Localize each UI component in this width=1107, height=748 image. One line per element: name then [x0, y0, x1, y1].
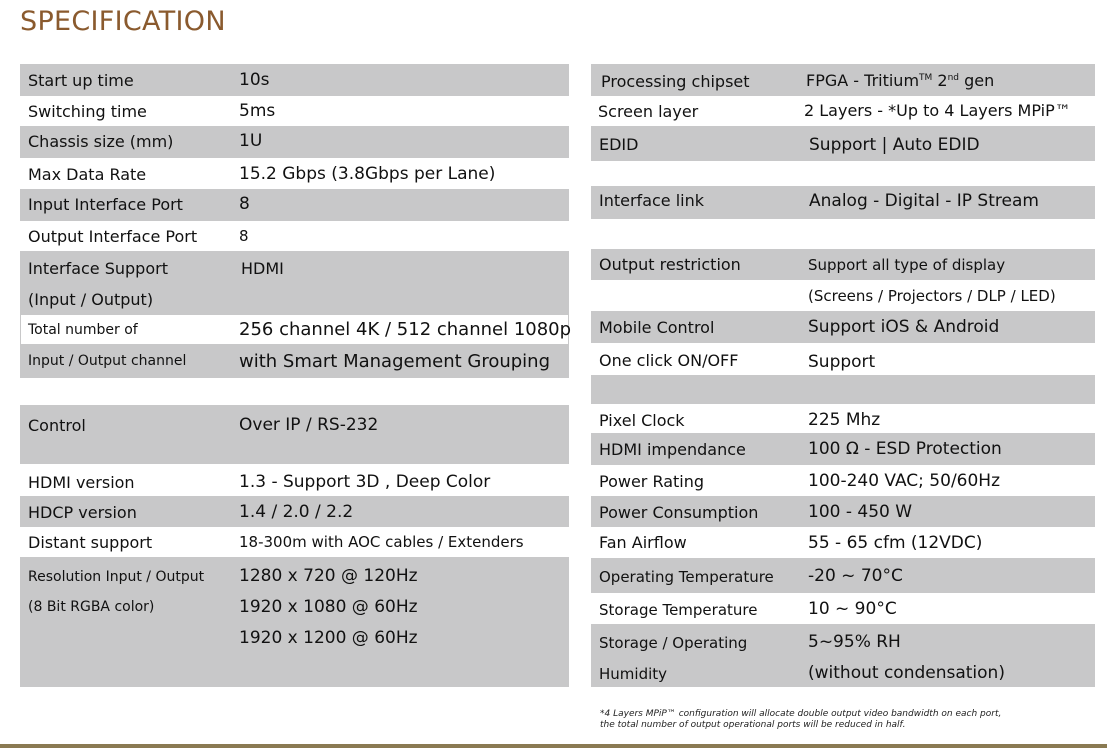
spec-key: EDID	[599, 135, 639, 154]
spec-row	[591, 280, 1095, 311]
spec-key: Chassis size (mm)	[28, 132, 174, 151]
spec-value: 225 Mhz	[808, 410, 881, 430]
spec-key: Mobile Control	[599, 318, 715, 337]
footnote-line: the total number of output operational ports will be reduced in half.	[600, 720, 906, 730]
spec-row	[591, 311, 1095, 343]
spec-row	[20, 464, 569, 496]
spec-key: Operating Temperature	[599, 568, 774, 586]
spec-value: Support | Auto EDID	[809, 135, 980, 155]
spec-value: 100 - 450 W	[808, 502, 913, 522]
spec-row	[591, 343, 1095, 375]
spec-value: 1920 x 1200 @ 60Hz	[239, 628, 418, 648]
spec-key: Resolution Input / Output	[28, 569, 205, 585]
spec-value: 100 Ω - ESD Protection	[808, 439, 1002, 459]
spec-spacer	[591, 219, 1095, 249]
spec-row	[591, 527, 1095, 558]
spec-row	[20, 126, 569, 158]
spec-row	[20, 189, 569, 221]
spec-value: 256 channel 4K / 512 channel 1080p	[239, 319, 572, 340]
spec-value: Analog - Digital - IP Stream	[809, 191, 1039, 211]
spec-row	[20, 405, 569, 464]
spec-value: 55 - 65 cfm (12VDC)	[808, 533, 983, 553]
spec-row	[20, 221, 569, 251]
spec-key: Fan Airflow	[599, 533, 687, 552]
spec-key: Start up time	[28, 71, 134, 90]
spec-value: 5ms	[239, 101, 276, 121]
spec-key: Output Interface Port	[28, 227, 198, 246]
spec-row	[591, 249, 1095, 280]
spec-key: Input / Output channel	[28, 353, 187, 369]
spec-key: Distant support	[28, 533, 153, 552]
spec-key: Pixel Clock	[599, 411, 685, 430]
left-spec-table	[20, 64, 572, 687]
spec-row	[591, 496, 1095, 527]
spec-row	[20, 345, 569, 378]
spec-value: 1920 x 1080 @ 60Hz	[239, 597, 418, 617]
spec-row	[591, 465, 1095, 496]
spec-value: 10 ~ 90°C	[808, 599, 897, 619]
spec-key: HDMI version	[28, 473, 135, 492]
spec-key-line2: (8 Bit RGBA color)	[28, 599, 155, 615]
spec-value-line2: (Screens / Projectors / DLP / LED)	[808, 287, 1056, 305]
spec-row	[591, 186, 1095, 219]
spec-row	[20, 251, 569, 314]
spec-row	[591, 558, 1095, 593]
spec-row	[591, 433, 1095, 465]
spec-value: 100-240 VAC; 50/60Hz	[808, 471, 1001, 491]
spec-key: Screen layer	[598, 102, 699, 121]
page-title: SPECIFICATION	[20, 6, 226, 37]
spec-value: Support	[808, 352, 876, 372]
spec-spacer	[591, 161, 1095, 186]
spec-key: Interface Support	[28, 259, 168, 278]
spec-value: 2 Layers - *Up to 4 Layers MPiP™	[804, 101, 1071, 120]
spec-value: 1280 x 720 @ 120Hz	[239, 566, 418, 586]
spec-value-line2: (without condensation)	[808, 663, 1005, 683]
bottom-divider	[0, 744, 1107, 748]
spec-key: Storage / Operating	[599, 634, 748, 652]
spec-key: One click ON/OFF	[599, 351, 739, 370]
spec-value: 5~95% RH	[808, 632, 901, 652]
spec-value: HDMI	[241, 259, 284, 278]
spec-spacer	[20, 378, 569, 405]
spec-value: 18-300m with AOC cables / Extenders	[239, 533, 524, 551]
spec-value: FPGA - Tritium™ 2nd gen	[806, 71, 995, 90]
spec-key: Control	[28, 416, 86, 435]
spec-value: 15.2 Gbps (3.8Gbps per Lane)	[239, 164, 496, 184]
spec-value: 1.3 - Support 3D , Deep Color	[239, 472, 491, 492]
spec-value: Over IP / RS-232	[239, 415, 379, 435]
spec-key: Max Data Rate	[28, 165, 147, 184]
spec-value: Support iOS & Android	[808, 317, 1000, 337]
spec-value: Support all type of display	[808, 256, 1006, 274]
spec-key-line2: Humidity	[599, 665, 668, 683]
spec-value: 8	[239, 227, 249, 245]
spec-value: 1U	[239, 131, 263, 151]
spec-key: Total number of	[28, 322, 138, 338]
spec-row	[591, 126, 1095, 161]
spec-row	[20, 496, 569, 527]
spec-value: 8	[239, 194, 250, 214]
spec-key: HDMI impendance	[599, 440, 746, 459]
spec-row	[591, 593, 1095, 624]
right-spec-table	[591, 64, 1095, 687]
spec-key: Output restriction	[599, 255, 741, 274]
spec-key: HDCP version	[28, 503, 137, 522]
spec-row	[20, 64, 569, 96]
spec-key: Switching time	[28, 102, 147, 121]
spec-value: 1.4 / 2.0 / 2.2	[239, 502, 354, 522]
spec-key: Interface link	[599, 191, 705, 210]
footnote-line: *4 Layers MPiP™ configuration will allocate double output video bandwidth on each port,	[600, 709, 1002, 719]
spec-key-line2: (Input / Output)	[28, 290, 154, 309]
spec-row	[20, 96, 569, 126]
spec-spacer	[591, 375, 1095, 404]
spec-key: Processing chipset	[601, 72, 750, 91]
spec-row	[20, 158, 569, 189]
spec-row	[20, 314, 572, 345]
spec-row	[20, 557, 569, 687]
spec-value: -20 ~ 70°C	[808, 566, 903, 586]
spec-key: Storage Temperature	[599, 601, 758, 619]
spec-row	[591, 404, 1095, 433]
spec-row	[591, 624, 1095, 687]
footnote	[600, 709, 1001, 731]
spec-row	[591, 96, 1095, 126]
spec-row	[20, 527, 569, 557]
spec-value: with Smart Management Grouping	[239, 351, 551, 372]
spec-key: Power Consumption	[599, 503, 759, 522]
spec-key: Input Interface Port	[28, 195, 183, 214]
spec-key: Power Rating	[599, 472, 705, 491]
spec-row	[591, 64, 1095, 96]
spec-value: 10s	[239, 70, 270, 90]
